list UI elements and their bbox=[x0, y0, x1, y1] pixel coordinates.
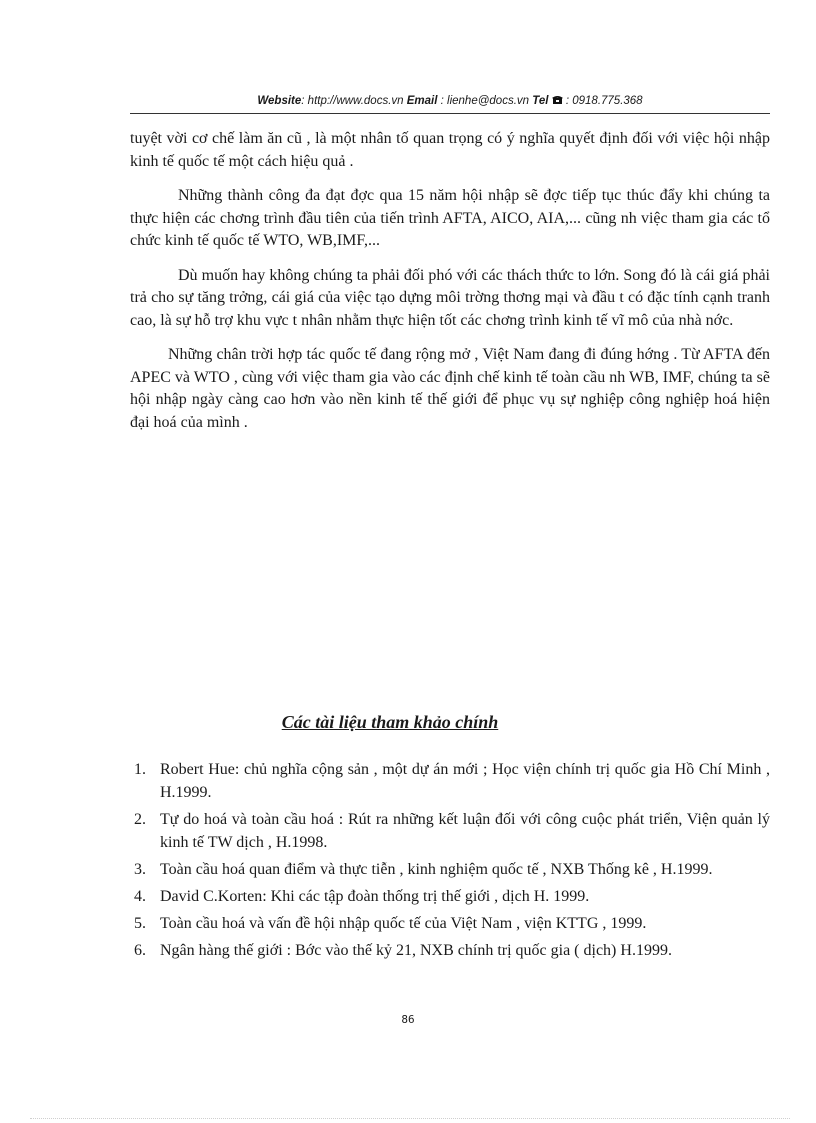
reference-item bbox=[130, 912, 770, 935]
reference-text: Toàn cầu hoá và vấn đề hội nhập quốc tế của Việt Nam , viện KTTG , 1999. bbox=[160, 915, 647, 932]
website-label: Website bbox=[257, 95, 302, 107]
page-bottom-border bbox=[30, 1118, 790, 1119]
page-header bbox=[130, 95, 770, 115]
body-text bbox=[130, 128, 770, 446]
references-list bbox=[130, 758, 770, 966]
reference-number: 1. bbox=[134, 761, 146, 778]
reference-text: Ngân hàng thế giới : Bớc vào thế kỷ 21, NXB chính trị quốc gia ( dịch) H.1999. bbox=[160, 942, 672, 959]
phone-icon bbox=[552, 95, 566, 107]
reference-text: Toàn cầu hoá quan điểm và thực tiễn , kinh nghiệm quốc tế , NXB Thống kê , H.1999. bbox=[160, 861, 713, 878]
reference-number: 2. bbox=[134, 811, 146, 828]
reference-number: 5. bbox=[134, 915, 146, 932]
header-divider bbox=[130, 113, 770, 114]
paragraph: Những chân trời hợp tác quốc tế đang rộng mở , Việt Nam đang đi đúng hớng . Từ AFTA đến APEC và WTO , cùng với việc tham gia vào các định chế kinh tế toàn cầu nh WB, IMF, chúng ta sẽ hội nhập ngày càng cao hơn vào nền kinh tế thế giới để phục vụ sự nghiệp công nghiệp hoá hiện đại hoá của mình . bbox=[130, 346, 770, 431]
page-number: 86 bbox=[401, 1013, 415, 1026]
reference-item bbox=[130, 939, 770, 962]
paragraph: Dù muốn hay không chúng ta phải đối phó với các thách thức to lớn. Song đó là cái giá phải trả cho sự tăng trởng, cái giá của việc tạo dựng môi trờng thơng mại và đầu t có đặc tính cạnh tranh cao, là sự hỗ trợ khu vực t nhân nhằm thực hiện tốt các chơng trình kinh tế vĩ mô của nhà nớc. bbox=[130, 266, 770, 329]
tel-value: : 0918.775.368 bbox=[565, 95, 643, 107]
references-title: Các tài liệu tham khảo chính bbox=[281, 712, 499, 732]
reference-number: 6. bbox=[134, 942, 146, 959]
email-value: : lienhe@docs.vn bbox=[440, 95, 530, 107]
reference-number: 3. bbox=[134, 861, 146, 878]
reference-item bbox=[130, 758, 770, 804]
website-value: : http://www.docs.vn bbox=[301, 95, 404, 107]
reference-text: David C.Korten: Khi các tập đoàn thống trị thế giới , dịch H. 1999. bbox=[160, 888, 590, 905]
reference-number: 4. bbox=[134, 888, 146, 905]
reference-text: Robert Hue: chủ nghĩa cộng sản , một dự án mới ; Học viện chính trị quốc gia Hồ Chí Minh , H.1999. bbox=[160, 761, 770, 801]
reference-item bbox=[130, 885, 770, 908]
email-label: Email bbox=[406, 95, 438, 107]
reference-item bbox=[130, 858, 770, 881]
paragraph: Những thành công đa đạt đợc qua 15 năm hội nhập sẽ đợc tiếp tục thúc đẩy khi chúng ta thực hiện các chơng trình đầu tiên của tiến trình AFTA, AICO, AIA,... cũng nh việc tham gia các tổ chức kinh tế quốc tế WTO, WB,IMF,... bbox=[130, 187, 770, 249]
reference-item bbox=[130, 808, 770, 854]
reference-text: Tự do hoá và toàn cầu hoá : Rút ra những kết luận đối với công cuộc phát triển, Viện quản lý kinh tế TW dịch , H.1998. bbox=[160, 811, 770, 851]
tel-label: Tel bbox=[532, 95, 549, 107]
paragraph: tuyệt vời cơ chế làm ăn cũ , là một nhân tố quan trọng có ý nghĩa quyết định đối với việc hội nhập kinh tế quốc tế một cách hiệu quả . bbox=[130, 130, 770, 170]
